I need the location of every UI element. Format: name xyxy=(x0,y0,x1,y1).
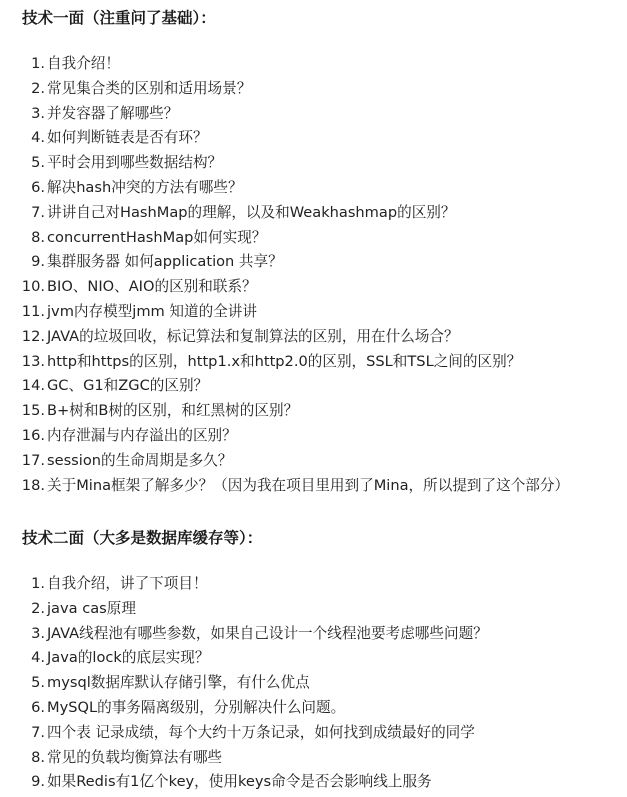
list-item-text: 自我介绍！ xyxy=(47,55,120,72)
list-item-number: 7. xyxy=(31,723,45,741)
list-item xyxy=(0,300,627,325)
list-item xyxy=(0,696,627,721)
list-item-number: 5. xyxy=(31,154,45,172)
section1-question-list xyxy=(0,52,627,498)
list-item-text: mysql数据库默认存储引擎，有什么优点 xyxy=(47,674,310,692)
list-item-number: 8. xyxy=(31,228,45,246)
list-item xyxy=(0,746,627,771)
list-item-number: 11. xyxy=(21,302,45,320)
list-item-text: 如何判断链表是否有环？ xyxy=(47,129,208,147)
list-item xyxy=(0,622,627,647)
list-item-text: B+树和B树的区别，和红黑树的区别？ xyxy=(47,402,299,420)
list-item-text: 讲讲自己对HashMap的理解，以及和Weakhashmap的区别？ xyxy=(47,203,456,221)
list-item-text: 自我介绍，讲了下项目！ xyxy=(47,575,208,592)
list-item-text: BIO、NIO、AIO的区别和联系？ xyxy=(47,278,257,296)
list-item-number: 2. xyxy=(31,599,45,617)
list-item-text: 集群服务器 如何application 共享？ xyxy=(47,253,283,271)
list-item-number: 1. xyxy=(31,55,45,72)
list-item xyxy=(0,275,627,300)
list-item xyxy=(0,176,627,201)
list-item-number: 8. xyxy=(31,748,45,766)
list-item-text: java cas原理 xyxy=(47,599,136,617)
list-item-number: 4. xyxy=(31,129,45,147)
list-item xyxy=(0,201,627,226)
list-item xyxy=(0,374,627,399)
list-item-text: concurrentHashMap如何实现？ xyxy=(47,228,267,246)
list-item-number: 2. xyxy=(31,79,45,97)
list-item xyxy=(0,449,627,474)
list-item-number: 12. xyxy=(21,327,45,345)
list-item-number: 15. xyxy=(21,402,45,420)
list-item xyxy=(0,151,627,176)
list-item-text: 常见集合类的区别和适用场景？ xyxy=(47,79,252,97)
list-item xyxy=(0,77,627,102)
list-item xyxy=(0,226,627,251)
list-item-number: 18. xyxy=(21,476,45,494)
list-item-number: 5. xyxy=(31,674,45,692)
list-item-text: JAVA线程池有哪些参数，如果自己设计一个线程池要考虑哪些问题？ xyxy=(47,624,488,642)
list-item-number: 9. xyxy=(31,253,45,271)
list-item-text: 关于Mina框架了解多少？（因为我在项目里用到了Mina，所以提到了这个部分） xyxy=(47,476,570,494)
list-item-number: 14. xyxy=(21,377,45,395)
list-item xyxy=(0,721,627,746)
list-item-number: 4. xyxy=(31,649,45,667)
list-item-text: session的生命周期是多久？ xyxy=(47,451,233,469)
list-item-number: 1. xyxy=(31,575,45,592)
list-item xyxy=(0,350,627,375)
list-item xyxy=(0,671,627,696)
list-item-text: jvm内存模型jmm 知道的全讲讲 xyxy=(47,302,257,320)
list-item-text: GC、G1和ZGC的区别？ xyxy=(47,377,209,395)
list-item-number: 6. xyxy=(31,178,45,196)
list-item xyxy=(0,102,627,127)
list-item-number: 17. xyxy=(21,451,45,469)
list-item-number: 7. xyxy=(31,203,45,221)
list-item-number: 3. xyxy=(31,104,45,122)
list-item-text: 解决hash冲突的方法有哪些？ xyxy=(47,178,243,196)
list-item-number: 6. xyxy=(31,698,45,716)
list-item-text: 四个表 记录成绩，每个大约十万条记录，如何找到成绩最好的同学 xyxy=(47,723,475,741)
list-item-text: 平时会用到哪些数据结构？ xyxy=(47,154,223,172)
list-item xyxy=(0,646,627,671)
list-item-text: http和https的区别，http1.x和http2.0的区别，SSL和TSL之间的区别？ xyxy=(47,352,522,370)
section2-title: 技术二面（大多是数据库缓存等）： xyxy=(22,529,263,547)
list-item-text: 如果Redis有1亿个key，使用keys命令是否会影响线上服务 xyxy=(47,773,432,791)
list-item xyxy=(0,126,627,151)
list-item-number: 3. xyxy=(31,624,45,642)
list-item xyxy=(0,770,627,795)
list-item-text: 内存泄漏与内存溢出的区别？ xyxy=(47,426,237,444)
list-item xyxy=(0,474,627,499)
list-item xyxy=(0,424,627,449)
list-item-text: MySQL的事务隔离级别，分别解决什么问题。 xyxy=(47,698,346,716)
list-item-text: 常见的负载均衡算法有哪些 xyxy=(47,748,223,766)
list-item xyxy=(0,250,627,275)
section1-title: 技术一面（注重问了基础）： xyxy=(22,9,216,27)
section2-question-list xyxy=(0,572,627,795)
list-item-text: JAVA的垃圾回收，标记算法和复制算法的区别，用在什么场合？ xyxy=(47,327,459,345)
list-item xyxy=(0,597,627,622)
list-item-number: 9. xyxy=(31,773,45,791)
list-item-number: 13. xyxy=(21,352,45,370)
list-item xyxy=(0,572,627,597)
list-item xyxy=(0,325,627,350)
list-item-text: 并发容器了解哪些？ xyxy=(47,104,179,122)
list-item xyxy=(0,52,627,77)
list-item-number: 16. xyxy=(21,426,45,444)
list-item xyxy=(0,399,627,424)
list-item-number: 10. xyxy=(21,278,45,296)
list-item-text: Java的lock的底层实现？ xyxy=(47,649,210,667)
